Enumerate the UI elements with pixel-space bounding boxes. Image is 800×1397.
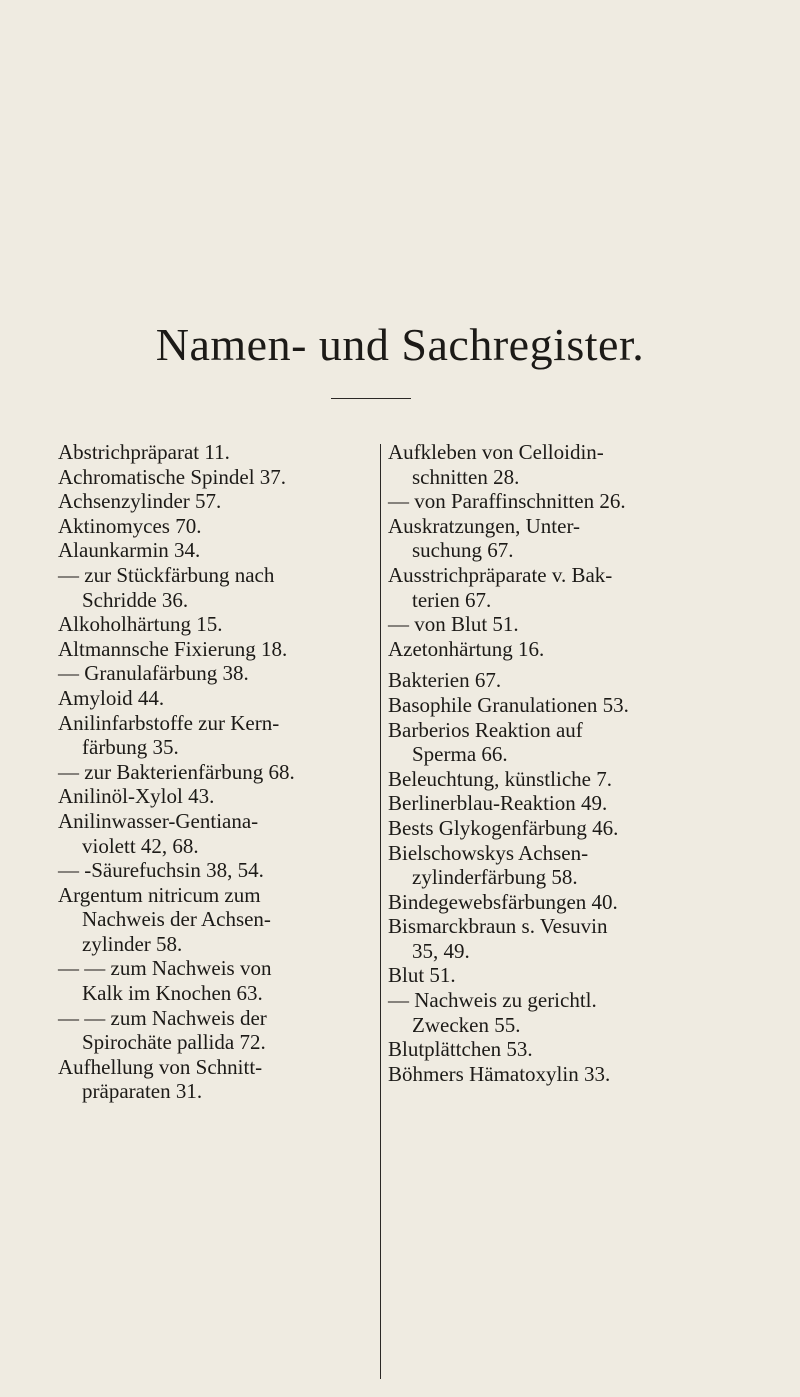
index-entry: Aufkleben von Celloidin- (388, 440, 604, 464)
index-entry: Nachweis der Achsen- (82, 907, 271, 932)
title-rule (331, 398, 411, 399)
index-entry: Spirochäte pallida 72. (82, 1030, 266, 1055)
index-entry: violett 42, 68. (82, 833, 199, 858)
index-column-left (58, 440, 374, 1104)
index-entry: Abstrichpräparat 11. (58, 440, 230, 464)
index-entry: Alaunkarmin 34. (58, 538, 201, 563)
index-entry: Argentum nitricum zum (58, 882, 261, 907)
index-entry: Kalk im Knochen 63. (82, 981, 263, 1006)
index-entry: terien 67. (412, 587, 492, 612)
index-entry: — Nachweis zu gerichtl. (388, 988, 597, 1013)
index-entry: präparaten 31. (82, 1079, 203, 1104)
index-entry: schnitten 28. (412, 464, 520, 489)
index-entry: — zur Bakterienfärbung 68. (58, 759, 295, 784)
index-entry: Bindegewebsfärbungen 40. (388, 889, 618, 914)
index-entry: Anilinwasser-Gentiana- (58, 808, 259, 833)
index-entry: färbung 35. (82, 735, 179, 760)
index-entry: Bests Glykogenfärbung 46. (388, 815, 619, 840)
index-entry: Basophile Granulationen 53. (388, 692, 629, 717)
index-entry: 35, 49. (412, 938, 470, 963)
index-entry: Bakterien 67. (388, 668, 502, 693)
index-entry: Beleuchtung, künstliche 7. (388, 766, 612, 791)
index-entry: — — zum Nachweis von (58, 956, 272, 981)
index-entry: Anilinfarbstoffe zur Kern- (58, 710, 280, 735)
index-entry: Alkoholhärtung 15. (58, 612, 223, 637)
index-entry: Bismarckbraun s. Vesuvin (388, 914, 608, 939)
index-entry: — von Paraffinschnitten 26. (388, 489, 626, 514)
index-entry: zylinderfärbung 58. (412, 865, 578, 890)
index-entry: — zur Stückfärbung nach (58, 562, 275, 587)
index-entry: Aktinomyces 70. (58, 513, 202, 538)
index-entry: Anilinöl-Xylol 43. (58, 784, 215, 809)
index-entry: Amyloid 44. (58, 685, 165, 710)
index-entry: Achsenzylinder 57. (58, 489, 222, 514)
index-entry: Sperma 66. (412, 742, 508, 767)
index-entry: Aufhellung von Schnitt- (58, 1054, 263, 1079)
index-entry: Achromatische Spindel 37. (58, 464, 287, 489)
index-entry: Auskratzungen, Unter- (388, 513, 581, 538)
index-entry: zylinder 58. (82, 931, 183, 956)
column-divider (380, 444, 381, 1379)
index-entry: Azetonhärtung 16. (388, 636, 545, 661)
index-entry: — — zum Nachweis der (58, 1005, 267, 1030)
index-entry: Ausstrichpräparate v. Bak- (388, 562, 613, 587)
index-entry: Altmannsche Fixierung 18. (58, 636, 288, 661)
index-entry: Blutplättchen 53. (388, 1037, 533, 1062)
index-entry: Blut 51. (388, 963, 456, 988)
index-column-right (388, 440, 714, 1086)
index-entry: Berlinerblau-Reaktion 49. (388, 791, 608, 816)
index-entry: Zwecken 55. (412, 1012, 521, 1037)
index-entry: — von Blut 51. (388, 612, 519, 637)
index-entry: Schridde 36. (82, 587, 189, 612)
index-entry: suchung 67. (412, 538, 514, 563)
index-entry: — Granulafärbung 38. (58, 661, 249, 686)
index-entry: Böhmers Hämatoxylin 33. (388, 1061, 611, 1086)
index-entry: Barberios Reaktion auf (388, 717, 583, 742)
index-entry: Bielschowskys Achsen- (388, 840, 589, 865)
page-title: Namen- und Sachregister. (155, 319, 645, 370)
index-entry: — -Säurefuchsin 38, 54. (58, 858, 264, 883)
